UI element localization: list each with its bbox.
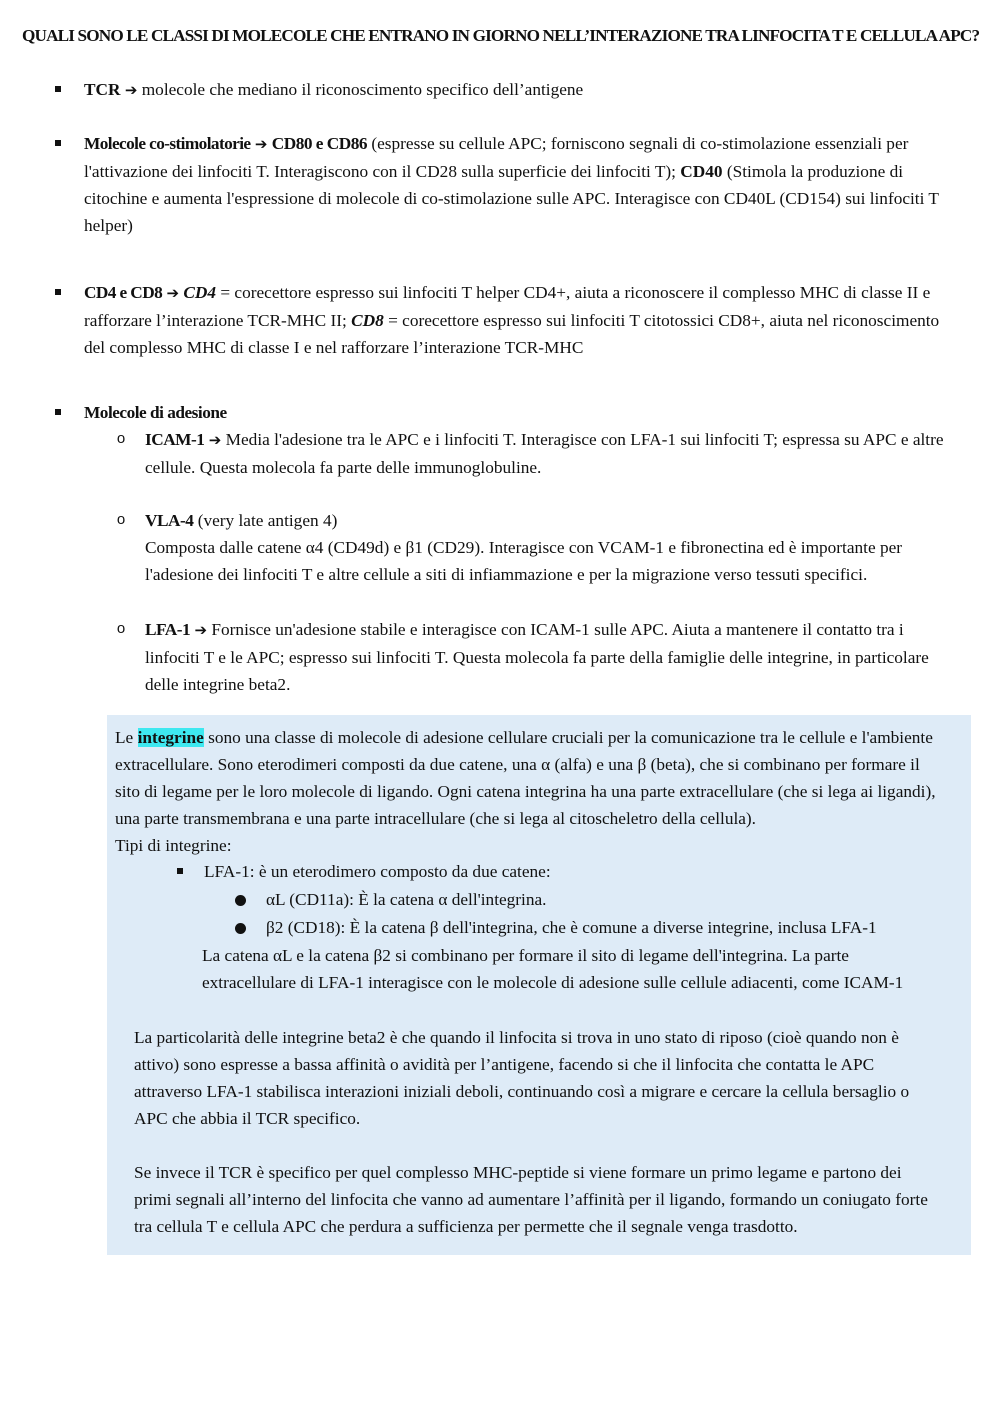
list-item-costim bbox=[84, 130, 954, 239]
bullet-square bbox=[177, 868, 183, 874]
costim-text-2: (Stimola la produzione di citochine e aumenta l'espressione di molecole di co-stimolazione sulle APC. Interagisce con CD40L (CD154) sui linfociti T helper) bbox=[84, 162, 939, 235]
chain-text: La catena αL e la catena β2 si combinano per formare il sito di legame dell'integrina. La parte extracellulare di LFA-1 interagisce con le molecole di adesione sulle cellule adiacenti, come ICAM-1 bbox=[202, 946, 904, 992]
cd4-text: = corecettore espresso sui linfociti T helper CD4+, aiuta a riconoscere il complesso MHC di classe II e rafforzare l’interazione TCR-MHC II; bbox=[84, 283, 931, 330]
cd4cd8-label: CD4 e CD8 bbox=[84, 283, 163, 302]
lfa-label: LFA-1 bbox=[145, 620, 191, 639]
bullet-square bbox=[55, 86, 61, 92]
adesione-label: Molecole di adesione bbox=[84, 403, 227, 422]
costim-label: Molecole co-stimolatorie bbox=[84, 134, 251, 153]
list-item-cd4-cd8 bbox=[84, 279, 944, 361]
arrow-right-icon: ➔ bbox=[124, 81, 138, 99]
integrine-highlight: integrine bbox=[137, 728, 204, 747]
icam-text: Media l'adesione tra le APC e i linfociti T. Interagisce con LFA-1 sui linfociti T; espressa su APC e altre cellule. Questa molecola fa parte delle immunoglobuline. bbox=[145, 430, 944, 477]
arrow-right-icon: ➔ bbox=[254, 135, 268, 153]
icam-label: ICAM-1 bbox=[145, 430, 205, 449]
lfa-text: Fornisce un'adesione stabile e interagisce con ICAM-1 sulle APC. Aiuta a mantenere il contatto tra i linfociti T e le APC; espresso sui linfociti T. Questa molecola fa parte della famiglie delle integrine, in particolare delle integrine beta2. bbox=[145, 620, 929, 694]
integrine-info-box bbox=[107, 715, 971, 1255]
bullet-dot bbox=[235, 923, 246, 934]
bullet-circle: o bbox=[116, 430, 126, 447]
bullet-circle: o bbox=[116, 620, 126, 637]
list-item-adesione bbox=[84, 399, 954, 426]
arrow-right-icon: ➔ bbox=[194, 621, 208, 639]
arrow-right-icon: ➔ bbox=[166, 284, 180, 302]
bullet-square bbox=[55, 289, 61, 295]
bullet-square bbox=[55, 140, 61, 146]
bullet-square bbox=[55, 409, 61, 415]
sub-item-lfa bbox=[145, 616, 935, 698]
page-title: QUALI SONO LE CLASSI DI MOLECOLE CHE ENTRANO IN GIORNO NELL’INTERAZIONE TRA LINFOCITA T E CELLULA APC? bbox=[22, 26, 980, 45]
tipi-heading: Tipi di integrine: bbox=[115, 836, 232, 855]
cd4-label: CD4 bbox=[183, 283, 217, 302]
bullet-circle: o bbox=[116, 511, 126, 528]
tcr-label: TCR bbox=[84, 80, 121, 99]
vla-paren: (very late antigen 4) bbox=[197, 511, 338, 530]
costim-text-1: (espresse su cellule APC; forniscono segnali di co-stimolazione essenziali per l'attivazione dei linfociti T. Interagiscono con il CD28 sulla superficie dei linfociti T); bbox=[84, 134, 909, 181]
para-beta2: La particolarità delle integrine beta2 è che quando il linfocita si trova in uno stato di riposo (cioè quando non è attivo) sono espresse a bassa affinità o avidità per l’antigene, facendo si che il linfocita che contatta le APC attraverso LFA-1 stabilisca interazioni iniziali deboli, continuando così a migrare e cercare la cellula bersaglio o APC che abbia il TCR specifico. bbox=[134, 1028, 910, 1128]
sub-item-vla bbox=[145, 507, 945, 588]
lfa-line: LFA-1: è un eterodimero composto da due catene: bbox=[204, 862, 551, 881]
cd8-text: = corecettore espresso sui linfociti T citotossici CD8+, aiuta nel riconoscimento del complesso MHC di classe I e nel rafforzare l’interazione TCR-MHC bbox=[84, 311, 940, 357]
costim-cd40: CD40 bbox=[680, 162, 723, 181]
arrow-right-icon: ➔ bbox=[208, 431, 222, 449]
para-tcr: Se invece il TCR è specifico per quel complesso MHC-peptide si viene formare un primo legame e partono dei primi segnali all’interno del linfocita che vanno ad aumentare l’affinità per il ligando, formando un coniugato forte tra cellula T e cellula APC che perdura a sufficienza per permette che il segnale venga trasdotto. bbox=[134, 1163, 928, 1236]
list-item-tcr bbox=[84, 76, 964, 104]
sub-item-icam bbox=[145, 426, 945, 481]
integrine-intro bbox=[115, 724, 945, 832]
cd8-label: CD8 bbox=[351, 311, 384, 330]
intro-pre: Le bbox=[115, 728, 134, 747]
tcr-text: molecole che mediano il riconoscimento specifico dell’antigene bbox=[141, 80, 584, 99]
vla-text: Composta dalle catene α4 (CD49d) e β1 (CD29). Interagisce con VCAM-1 e fibronectina ed è importante per l'adesione dei linfociti T e altre cellule a siti di infiammazione e per la migrazione verso tessuti specifici. bbox=[145, 538, 903, 584]
chain-beta: β2 (CD18): È la catena β dell'integrina, che è comune a diverse integrine, inclusa LFA-1 bbox=[266, 918, 877, 937]
costim-cd80-cd86: CD80 e CD86 bbox=[271, 134, 368, 153]
chain-alpha: αL (CD11a): È la catena α dell'integrina. bbox=[266, 890, 547, 909]
vla-label: VLA-4 bbox=[145, 511, 194, 530]
bullet-dot bbox=[235, 895, 246, 906]
intro-text: sono una classe di molecole di adesione cellulare cruciali per la comunicazione tra le cellule e l'ambiente extracellulare. Sono eterodimeri composti da due catene, una α (alfa) e una β (beta), che si combinano per formare il sito di legame per le loro molecole di ligando. Ogni catena integrina ha una parte extracellulare (che si lega ai ligandi), una parte transmembrana e una parte intracellulare (che si lega al citoscheletro della cellula). bbox=[115, 728, 936, 828]
